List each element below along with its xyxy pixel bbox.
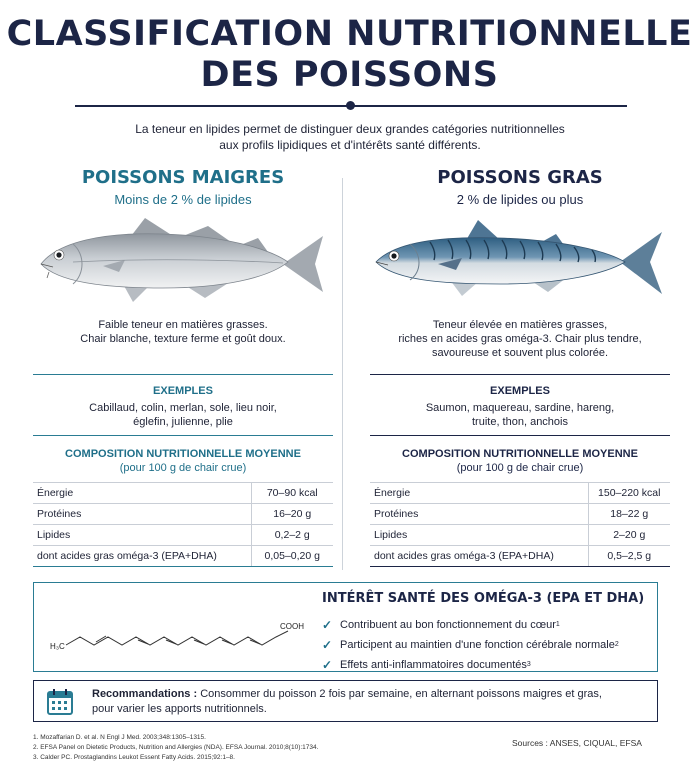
- table-row: [370, 546, 670, 567]
- reference-mark: 3: [526, 661, 531, 668]
- nutrient-label: Énergie: [370, 483, 588, 504]
- fatty-composition-title: COMPOSITION NUTRITIONNELLE MOYENNE: [402, 448, 638, 460]
- table-row: [33, 546, 333, 567]
- title-line-2: DES POISSONS: [200, 55, 499, 95]
- recommendation-line-2: pour varier les apports nutritionnels.: [92, 703, 267, 715]
- benefit-text: Effets anti-inflammatoires documentés: [340, 659, 527, 671]
- sources: Sources : ANSES, CIQUAL, EFSA: [512, 738, 642, 748]
- fatty-composition-subtitle: (pour 100 g de chair crue): [456, 462, 584, 474]
- nutrient-value: 0,05–0,20 g: [251, 546, 333, 567]
- recommendation-text: [92, 687, 647, 717]
- reference-3: 3. Calder PC. Prostaglandins Leukot Essent Fatty Acids. 2015;92:1–8.: [33, 754, 235, 761]
- recommendation-label: Recommandations :: [92, 688, 198, 700]
- list-item: [322, 655, 619, 675]
- nutrient-label: Énergie: [33, 483, 251, 504]
- table-row: [33, 483, 333, 504]
- check-icon: ✓: [322, 658, 333, 672]
- column-separator: [342, 178, 343, 570]
- fatty-desc-line-1: Teneur élevée en matières grasses,: [432, 319, 608, 331]
- table-row: [33, 525, 333, 546]
- title-divider-dot: [346, 101, 355, 110]
- nutrient-label: Protéines: [33, 504, 251, 525]
- nutrient-value: 0,2–2 g: [251, 525, 333, 546]
- fatty-desc-line-3: savoureuse et souvent plus colorée.: [431, 347, 609, 359]
- table-row: [370, 483, 670, 504]
- nutrient-label: Protéines: [370, 504, 588, 525]
- omega3-title: INTÉRÊT SANTÉ DES OMÉGA-3 (EPA ET DHA): [322, 591, 645, 606]
- reference-2: 2. EFSA Panel on Dietetic Products, Nutrition and Allergies (NDA). EFSA Journal. 2010;8(10):1734.: [33, 744, 319, 751]
- lean-nutrition-table: [33, 482, 333, 567]
- fatty-fish-subtitle: 2 % de lipides ou plus: [456, 192, 584, 207]
- fatty-examples-list: [370, 401, 670, 429]
- whitefish-illustration: [33, 212, 333, 312]
- title-line-1: CLASSIFICATION NUTRITIONNELLE: [6, 14, 693, 54]
- nutrient-value: 70–90 kcal: [251, 483, 333, 504]
- benefit-text: Contribuent au bon fonctionnement du cœur: [340, 619, 556, 631]
- omega3-health-box: [33, 582, 658, 672]
- fatty-nutrition-table: [370, 482, 670, 567]
- calendar-icon: [45, 687, 75, 717]
- molecule-start-label: H₃C: [50, 642, 65, 651]
- fatty-fish-column: [370, 166, 670, 562]
- lean-desc-line-2: Chair blanche, texture ferme et goût doux.: [80, 333, 286, 345]
- nutrient-value: 150–220 kcal: [588, 483, 670, 504]
- fatty-desc-line-2: riches en acides gras oméga-3. Chair plus tendre,: [398, 333, 642, 345]
- lean-examples-line-2: églefin, julienne, plie: [133, 416, 233, 428]
- fatty-divider-1: [370, 374, 670, 375]
- mackerel-illustration: [370, 212, 670, 312]
- lean-examples-title: EXEMPLES: [153, 385, 213, 397]
- nutrient-value: 16–20 g: [251, 504, 333, 525]
- nutrient-label: Lipides: [370, 525, 588, 546]
- lean-divider-1: [33, 374, 333, 375]
- lean-fish-title: POISSONS MAIGRES: [81, 167, 285, 188]
- nutrient-label: dont acides gras oméga-3 (EPA+DHA): [370, 546, 588, 567]
- fatty-divider-2: [370, 435, 670, 436]
- nutrient-value: 2–20 g: [588, 525, 670, 546]
- lean-composition-subtitle: (pour 100 g de chair crue): [119, 462, 247, 474]
- omega3-molecule-diagram: [44, 599, 314, 659]
- table-row: [33, 504, 333, 525]
- page-title: [0, 14, 699, 96]
- intro-line-2: aux profils lipidiques et d'intérêts santé différents.: [219, 138, 481, 152]
- recommendation-line-1: Consommer du poisson 2 fois par semaine, en alternant poissons maigres et gras,: [197, 688, 602, 700]
- list-item: [322, 635, 619, 655]
- intro-line-1: La teneur en lipides permet de distinguer deux grandes catégories nutritionnelles: [135, 122, 565, 136]
- reference-mark: 2: [614, 641, 619, 648]
- lean-examples-line-1: Cabillaud, colin, merlan, sole, lieu noir,: [89, 402, 277, 414]
- reference-1: 1. Mozaffarian D. et al. N Engl J Med. 2003;348:1305–1315.: [33, 734, 206, 741]
- nutrient-value: 18–22 g: [588, 504, 670, 525]
- table-row: [370, 525, 670, 546]
- lean-fish-subtitle: Moins de 2 % de lipides: [114, 192, 252, 207]
- fatty-examples-title: EXEMPLES: [490, 385, 550, 397]
- molecule-end-label: COOH: [280, 622, 304, 631]
- check-icon: ✓: [322, 618, 333, 632]
- nutrient-label: dont acides gras oméga-3 (EPA+DHA): [33, 546, 251, 567]
- fatty-fish-description: [370, 318, 670, 360]
- nutrient-value: 0,5–2,5 g: [588, 546, 670, 567]
- reference-mark: 1: [555, 621, 560, 628]
- list-item: [322, 615, 619, 635]
- check-icon: ✓: [322, 638, 333, 652]
- omega3-benefits-list: [322, 615, 619, 675]
- fatty-fish-title: POISSONS GRAS: [437, 167, 603, 188]
- lean-fish-description: [33, 318, 333, 346]
- fatty-examples-line-2: truite, thon, anchois: [471, 416, 568, 428]
- lean-divider-2: [33, 435, 333, 436]
- table-row: [370, 504, 670, 525]
- intro-text: [60, 121, 640, 153]
- recommendation-box: [33, 680, 658, 722]
- lean-examples-list: [33, 401, 333, 429]
- references: [33, 733, 318, 763]
- lean-desc-line-1: Faible teneur en matières grasses.: [98, 319, 268, 331]
- nutrient-label: Lipides: [33, 525, 251, 546]
- lean-fish-column: [33, 166, 333, 562]
- fatty-examples-line-1: Saumon, maquereau, sardine, hareng,: [425, 402, 615, 414]
- lean-composition-title: COMPOSITION NUTRITIONNELLE MOYENNE: [65, 448, 301, 460]
- benefit-text: Participent au maintien d'une fonction cérébrale normale: [340, 639, 615, 651]
